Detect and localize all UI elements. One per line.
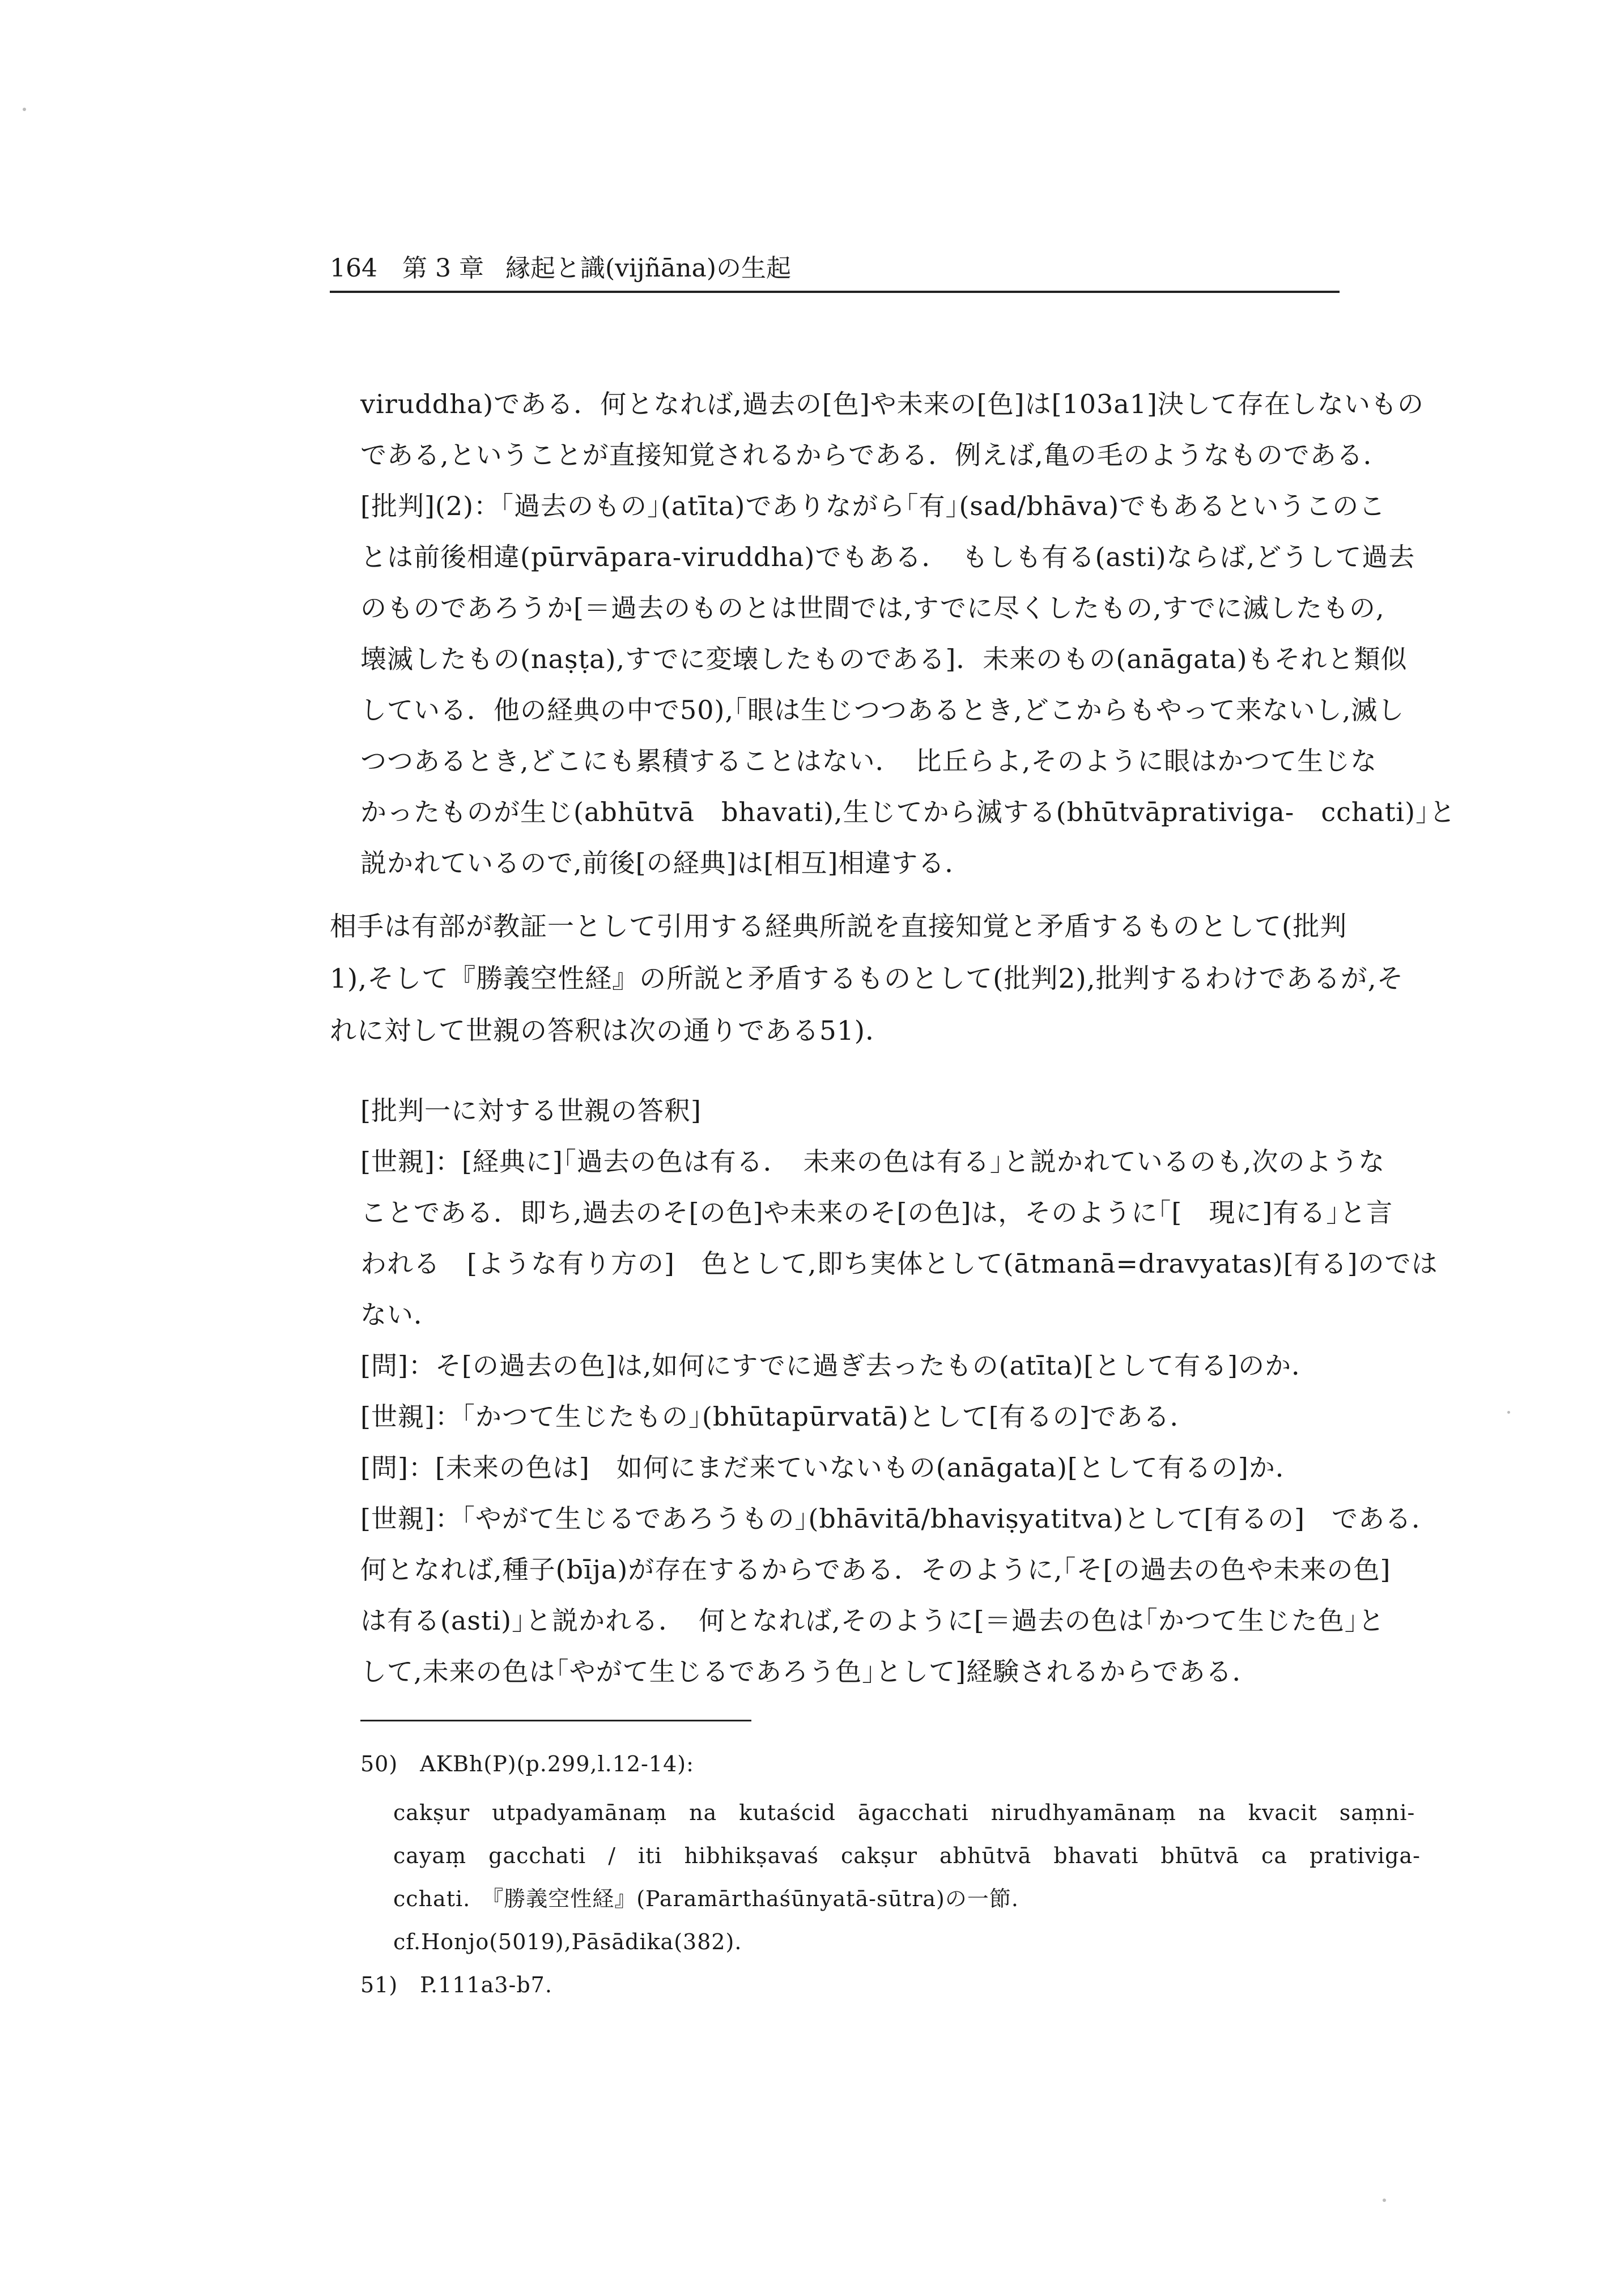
footnote-50-text: cchati. 『勝義空性経』(Paramārthaśūnyatā-sūtra)の一節. [393, 1886, 1019, 1911]
text-line: とは前後相違(pūrvāpara-viruddha)でもある． もしも有る(asti)ならば,どうして過去 [360, 542, 1415, 572]
footnote-50-text: cakṣur utpadyamānaṃ na kutaścid āgacchati nirudhyamānaṃ na kvacit saṃni- [393, 1800, 1415, 1825]
running-header [330, 252, 1340, 293]
text-line: つつあるとき,どこにも累積することはない． 比丘らよ,そのように眼はかつて生じな [360, 746, 1378, 776]
text-line: [問]：そ[の過去の色]は,如何にすでに過ぎ去ったもの(atīta)[として有る]のか． [360, 1350, 1319, 1381]
text-line: われる [ような有り方の] 色として,即ち実体として(ātmanā=dravyatas)[有る]のでは [360, 1248, 1438, 1279]
text-line: 壊滅したもの(naṣṭa),すでに変壊したものである]．未来のもの(anāgata)もそれと類似 [360, 644, 1408, 674]
text-line: かったものが生じ(abhūtvā bhavati),生じてから滅する(bhūtvāprativiga- cchati)｣と [360, 797, 1456, 827]
text-line: である,ということが直接知覚されるからである．例えば,亀の毛のようなものである． [360, 440, 1390, 470]
text-line: 何となれば,種子(bīja)が存在するからである．そのように,｢そ[の過去の色や未来の色] [360, 1554, 1391, 1585]
text-line: viruddha)である．何となれば,過去の[色]や未来の[色]は[103a1]決して存在しないもの [360, 389, 1424, 419]
text-line: は有る(asti)｣と説かれる． 何となれば,そのように[＝過去の色は｢かつて生じた色｣と [360, 1605, 1385, 1636]
footnote-divider [360, 1720, 751, 1721]
footnote-50-cf: cf.Honjo(5019),Pāsādika(382). [393, 1929, 742, 1954]
text-line: 相手は有部が教証一として引用する経典所説を直接知覚と矛盾するものとして(批判 [330, 911, 1347, 942]
footnote-51: 51) P.111a3-b7. [360, 1972, 552, 1997]
body-paragraph [330, 901, 1404, 1057]
text-line: [世親]：｢かつて生じたもの｣(bhūtapūrvatā)として[有るの]である． [360, 1401, 1197, 1432]
quoted-passage-reply [360, 1085, 1439, 1697]
text-line: [問]：[未来の色は] 如何にまだ来ていないもの(anāgata)[として有るの]か． [360, 1452, 1302, 1483]
text-line: して,未来の色は｢やがて生じるであろう色｣として]経験されるからである． [360, 1656, 1259, 1687]
text-line: 1),そして『勝義空性経』の所説と矛盾するものとして(批判2),批判するわけであるが,そ [330, 963, 1404, 994]
page-number: 164 [330, 254, 377, 283]
text-line: ない． [360, 1299, 440, 1330]
quoted-passage-criticism [360, 379, 1456, 888]
text-line: 説かれているので,前後[の経典]は[相互]相違する． [360, 848, 972, 878]
text-line: れに対して世親の答釈は次の通りである51)． [330, 1015, 893, 1047]
text-line: [世親]：｢やがて生じるであろうもの｣(bhāvitā/bhaviṣyatitva)として[有るの] である． [360, 1503, 1439, 1534]
scan-speck [1383, 2199, 1386, 2202]
chapter-label: 第 3 章 [402, 254, 484, 283]
scan-speck [1507, 1411, 1510, 1414]
scan-speck [23, 108, 26, 111]
footnote-50-text: cayaṃ gacchati / iti hibhikṣavaś cakṣur abhūtvā bhavati bhūtvā ca prativiga- [393, 1843, 1421, 1868]
text-line: [世親]：[経典に]｢過去の色は有る． 未来の色は有る｣と説かれているのも,次のような [360, 1146, 1385, 1177]
footnotes [360, 1742, 1421, 2006]
text-line: ことである．即ち,過去のそ[の色]や未来のそ[の色]は，そのように｢[ 現に]有る｣と言 [360, 1197, 1393, 1228]
section-heading: [批判一に対する世親の答釈] [360, 1095, 702, 1126]
chapter-title: 縁起と識(vijñāna)の生起 [505, 254, 791, 283]
text-line: [批判](2)：｢過去のもの｣(atīta)でありながら｢有｣(sad/bhāva)でもあるというこのこ [360, 491, 1386, 521]
text-line: のものであろうか[＝過去のものとは世間では,すでに尽くしたもの,すでに滅したもの, [360, 593, 1385, 623]
footnote-50-ref: 50) AKBh(P)(p.299,l.12-14): [360, 1751, 694, 1776]
text-line: している．他の経典の中で50),｢眼は生じつつあるとき,どこからもやって来ないし,滅し [360, 695, 1405, 725]
